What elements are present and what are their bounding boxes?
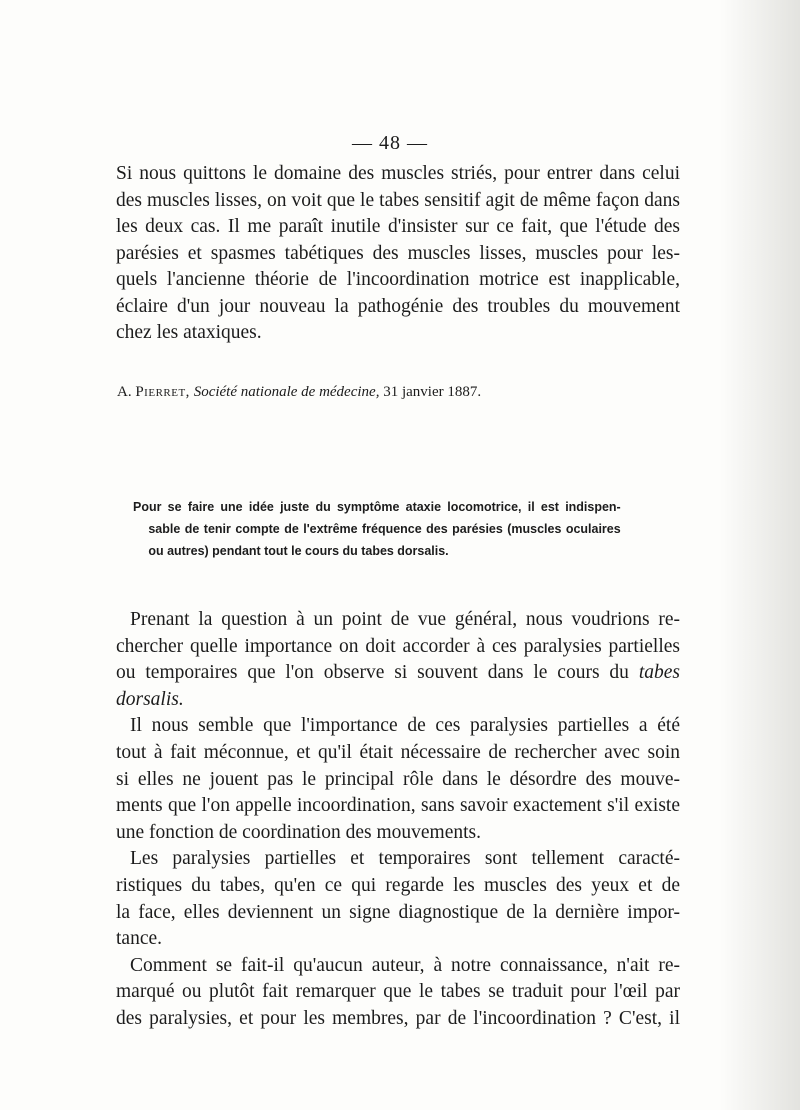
text-line: Comment se fait-il qu'aucun auteur, à notre connaissance, n'ait re- <box>130 954 680 976</box>
page-edge-shadow <box>720 0 800 1110</box>
text-line: tance. <box>116 928 163 950</box>
paragraph <box>116 846 680 952</box>
paragraph <box>116 713 680 846</box>
text-line: des paralysies, et pour les membres, par de l'incoordination ? C'est, il <box>116 1007 680 1029</box>
text-line: chercher quelle importance on doit accorder à ces paralysies partielles <box>116 635 680 657</box>
text-line-with-italic <box>116 660 680 687</box>
summary-line: ou autres) pendant tout le cours du tabes dorsalis. <box>148 543 449 558</box>
summary-line: sable de tenir compte de l'extrême fréquence des parésies (muscles oculaires <box>148 521 621 536</box>
citation-date: 31 janvier 1887. <box>383 384 482 400</box>
text-line: marqué ou plutôt fait remarquer que le tabes se traduit pour l'œil par <box>116 981 680 1003</box>
intro-paragraph <box>116 161 680 347</box>
text-line: si elles ne jouent pas le principal rôle dans le désordre des mouve- <box>116 768 680 790</box>
citation <box>117 384 481 401</box>
text-segment: ou temporaires que l'on observe si souvent dans le cours du <box>116 662 629 684</box>
text-line: Si nous quittons le domaine des muscles striés, pour entrer dans celui <box>116 163 680 184</box>
text-line: tout à fait méconnue, et qu'il était nécessaire de rechercher avec soin <box>116 741 680 763</box>
page-number: — 48 — <box>352 132 428 154</box>
text-line: parésies et spasmes tabétiques des muscles lisses, muscles pour les- <box>116 242 680 264</box>
chapter-summary <box>133 496 621 562</box>
text-line: chez les ataxiques. <box>116 322 262 343</box>
italic-term: tabes <box>638 662 681 684</box>
text-line: Prenant la question à un point de vue général, nous voudrions re- <box>130 609 680 630</box>
citation-author: Pierret, <box>135 384 190 400</box>
text-line: une fonction de coordination des mouvements. <box>116 821 481 843</box>
body-text <box>116 607 680 1033</box>
citation-author-initial: A. <box>117 384 132 400</box>
paragraph <box>116 953 680 1033</box>
text-line: la face, elles deviennent un signe diagnostique de la dernière impor- <box>116 901 680 923</box>
paragraph <box>116 607 680 713</box>
text-line: ristiques du tabes, qu'en ce qui regarde les muscles des yeux et de <box>116 874 680 896</box>
text-line: ments que l'on appelle incoordination, sans savoir exactement s'il existe <box>116 795 680 817</box>
citation-journal: Société nationale de médecine, <box>193 384 380 400</box>
text-line: Les paralysies partielles et temporaires sont tellement caracté- <box>130 848 680 870</box>
text-line: des muscles lisses, on voit que le tabes sensitif agit de même façon dans <box>116 189 680 211</box>
text-line: éclaire d'un jour nouveau la pathogénie des troubles du mouvement <box>116 295 680 317</box>
italic-term: dorsalis. <box>116 688 184 710</box>
text-line: Il nous semble que l'importance de ces paralysies partielles a été <box>130 715 680 737</box>
text-line: les deux cas. Il me paraît inutile d'insister sur ce fait, que l'étude des <box>116 216 680 237</box>
text-line: quels l'ancienne théorie de l'incoordination motrice est inapplicable, <box>116 269 680 290</box>
summary-line: Pour se faire une idée juste du symptôme ataxie locomotrice, il est indispen- <box>133 499 621 514</box>
